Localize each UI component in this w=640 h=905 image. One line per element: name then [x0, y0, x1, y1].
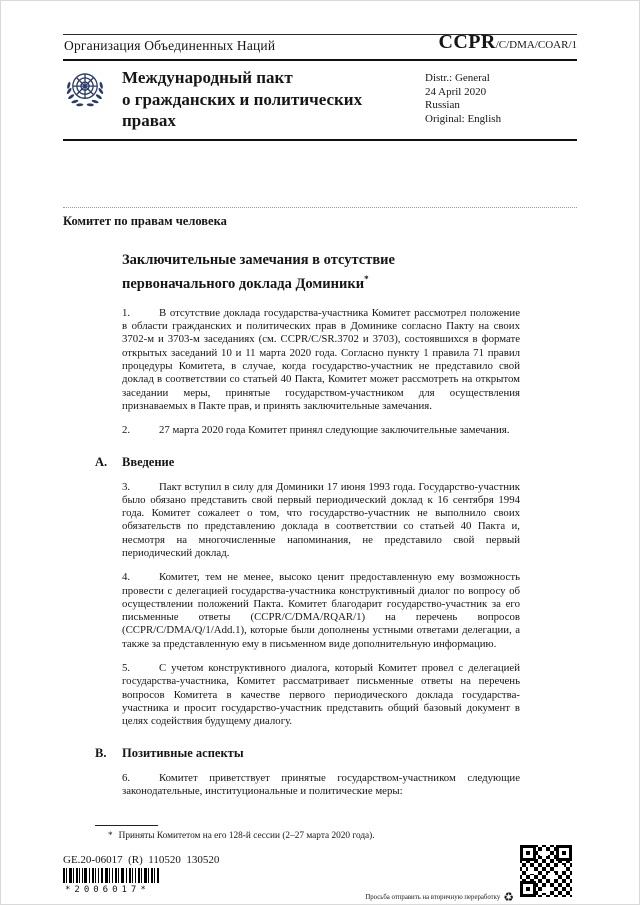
masthead-bottom-rule: [63, 139, 577, 141]
footnote-marker: *: [364, 274, 369, 284]
paragraph-1: [122, 307, 520, 413]
footnote-text: Приняты Комитетом на его 128-й сессии (2–27 марта 2020 года).: [118, 831, 375, 841]
section-heading-a: [95, 454, 520, 470]
paragraph-number: 3.: [122, 480, 131, 493]
section-title: Введение: [122, 454, 175, 469]
paragraph-number: 6.: [122, 771, 131, 784]
footnote-marker: *: [108, 831, 113, 841]
section-letter: A.: [95, 454, 108, 469]
recycle-icon: ♻: [503, 890, 514, 904]
ge-number: GE.20-06017 (R) 110520 130520: [63, 854, 220, 866]
date-line: 24 April 2020: [425, 85, 487, 98]
paragraph-3: [122, 481, 520, 561]
document-title-text: Заключительные замечания в отсутствие первоначального доклада Доминики: [122, 252, 395, 292]
paragraph-4: [122, 571, 520, 651]
barcode-text: *2006017*: [65, 885, 150, 895]
language-line: Russian: [425, 99, 460, 111]
paragraph-text: В отсутствие доклада государства-участника Комитет рассмотрел положение в области гражданских и политических прав в Доминике согласно Пакту на своих 3702-м и 3703-м заседаниях (см. CCPR/C/SR.3702 и 3703), состоявшихся в формате открытых заседаний 10 и 11 марта 2020 года. Согласно пункту 1 правила 71 правил процедуры Комитета, в случае, когда государство-участник не представило свой доклад в соответствии со статьей 40 Пакта, Комитет может рассмотреть на открытом заседании меры, принятые государством-участником для осуществления признаваемых в Пакте прав, и принять заключительные замечания.: [122, 306, 520, 412]
paragraph-2: [122, 424, 520, 437]
qr-code-icon: [518, 843, 574, 899]
covenant-title-line: о гражданских и политических: [122, 89, 363, 109]
barcode-icon: [63, 868, 159, 883]
covenant-title: [122, 67, 362, 132]
section-title: Позитивные аспекты: [122, 745, 244, 760]
paragraph-text: Комитет, тем не менее, высоко ценит предоставленную ему возможность провести с делегацией государства-участника конструктивный диалог по вопросу об осуществлении положений Пакта. Комитет благодарит государство-участник за его письменные ответы (CCPR/C/DMA/RQAR/1) на перечень вопросов (CCPR/C/DMA/Q/1/Add.1), которые были дополнены устными ответами делегации, а также за представленную ему в письменном виде дополнительную информацию.: [122, 571, 520, 650]
distribution-info: [425, 72, 501, 126]
recycle-text: Просьба отправить на вторичную переработку: [365, 893, 501, 901]
paragraph-number: 4.: [122, 571, 131, 584]
paragraph-number: 1.: [122, 306, 131, 319]
document-symbol-prefix: CCPR: [438, 31, 496, 53]
header-divider-rule: [63, 59, 577, 61]
paragraph-5: [122, 662, 520, 728]
original-language-line: Original: English: [425, 112, 502, 125]
document-symbol: [439, 31, 577, 54]
paragraph-text: С учетом конструктивного диалога, который Комитет провел с делегацией государства-участника, Комитет рассматривает письменные ответы на перечень вопросов Комитета в качестве первого периодического доклада государства-участника и просит государство-участник представить общий базовый документ в целях содействия будущему диалогу.: [122, 662, 520, 728]
section-divider: [63, 207, 577, 208]
footnote: [95, 831, 465, 841]
paragraph-number: 2.: [122, 424, 131, 437]
section-heading-b: [95, 745, 520, 761]
document-symbol-suffix: /C/DMA/COAR/1: [495, 39, 577, 51]
recycle-note: [365, 891, 514, 903]
paragraph-text: 27 марта 2020 года Комитет принял следующие заключительные замечания.: [159, 424, 510, 437]
distr-line: Distr.: General: [425, 72, 490, 84]
footnote-separator: [95, 825, 158, 826]
committee-heading: Комитет по правам человека: [63, 214, 227, 228]
paragraph-text: Пакт вступил в силу для Доминики 17 июня 1993 года. Государство-участник было обязано представить свой первый периодический доклад к 16 сентября 1994 года. Комитет сожалеет о том, что государство-участник не выполнило своих обязательств по представлению доклада в соответствии со статьей 40 Пакта и, несмотря на многочисленные напоминания, не представило свой первый периодический доклад.: [122, 480, 520, 559]
covenant-title-line: правах: [122, 111, 176, 130]
document-body: [95, 251, 520, 809]
paragraph-6: [122, 772, 520, 799]
document-title: [122, 251, 474, 294]
covenant-title-line: Международный пакт: [122, 68, 293, 87]
org-name: Организация Объединенных Наций: [64, 38, 276, 53]
paragraph-text: Комитет приветствует принятые государством-участником следующие законодательные, институциональные и политические меры:: [122, 771, 520, 797]
section-letter: B.: [95, 745, 107, 760]
paragraph-number: 5.: [122, 662, 131, 675]
un-emblem-icon: [59, 65, 111, 117]
